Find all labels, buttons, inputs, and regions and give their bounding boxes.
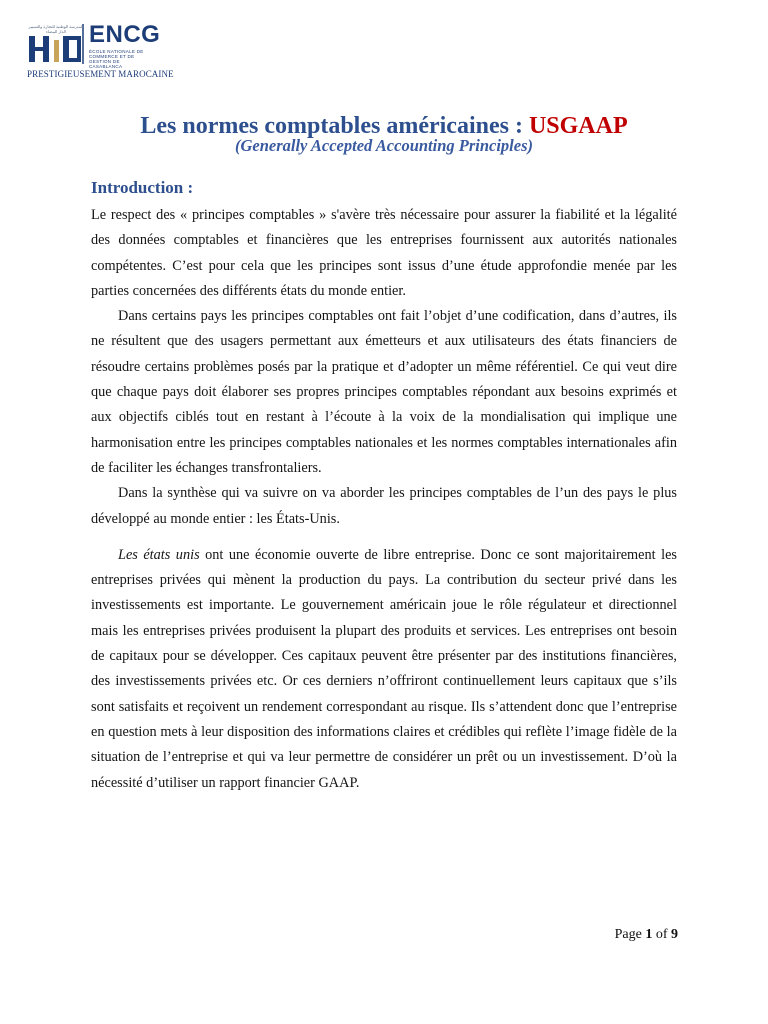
page-current: 1 (645, 927, 653, 942)
body-text (91, 203, 677, 796)
school-logo (27, 21, 174, 82)
logo-subtitle: ÉCOLE NATIONALE DE COMMERCE ET DE GESTION DE CASABLANCA (89, 49, 144, 69)
of-label: of (652, 927, 671, 942)
title-accent: USGAAP (528, 113, 628, 139)
paragraph-4-italic: Les états unis (118, 546, 200, 563)
document-subtitle: (Generally Accepted Accounting Principles) (234, 136, 534, 155)
section-heading: Introduction : (91, 178, 194, 197)
logo-tagline: PRESTIGIEUSEMENT MAROCAINE (27, 69, 174, 79)
paragraph-4-text: ont une économie ouverte de libre entreprise. Donc ce sont majoritairement les entreprises privées qui mènent la production du pays. La contribution du secteur privé dans les investissements est importante. Le gouvernement américain joue le rôle régulateur et directionnel mais les entreprises privées produisent la plupart des produits et services. Les entreprises ont besoin de capitaux pour se développer. Ces capitaux peuvent être présenter par des institutions financières, des investissements privées etc. Or ces derniers n’offriront continuellement leurs capitaux que s’ils sont satisfaits et reçoivent un rendement correspondant au risque. Ils s’attendent donc que l’entreprise en question mets à leur disposition des informations claires et crédibles qui reflète l’image fidèle de la situation de l’entreprise et qui va leur permettre de considérer un prêt ou un investissement. D’où la nécessité d’utiliser un rapport financier GAAP. (91, 546, 677, 791)
paragraph-3: Dans la synthèse qui va suivre on va aborder les principes comptables de l’un des pays le plus développé au monde entier : les États-Unis. (91, 485, 677, 527)
page-label: Page (614, 927, 646, 942)
logo-arabic-text: المدرسة الوطنية للتجارة والتسيير الدار البيضاء (28, 24, 84, 34)
title-main: Les normes comptables américaines : (140, 113, 529, 139)
paragraph-4 (91, 543, 677, 796)
paragraph-2: Dans certains pays les principes comptables ont fait l’objet d’une codification, dans d’autres, ils ne résultent que des usagers permettant aux émetteurs et aux utilisateurs des états financiers de résoudre certains problèmes posés par la pratique et d’adopter un même référentiel. Ce qui veut dire que chaque pays doit élaborer ses propres principes comptables répondant aux besoins exprimés et aux objectifs ciblés tout en restant à l’écoute à la voix de la mondialisation qui implique une harmonisation entre les principes comptables nationales et les normes comptables internationales afin de faciliter les échanges transfrontaliers. (91, 308, 677, 476)
page-number (615, 925, 678, 945)
paragraph-1: Le respect des « principes comptables » s'avère très nécessaire pour assurer la fiabilité et la légalité des données comptables et financières que les entreprises fournissent aux autorités nationales compétentes. C’est pour cela que les principes sont issus d’une étude approfondie menée par les parties concernées des différents états du monde entier. (91, 207, 677, 299)
page-total: 9 (671, 927, 678, 942)
logo-name: ENCG (89, 21, 161, 48)
